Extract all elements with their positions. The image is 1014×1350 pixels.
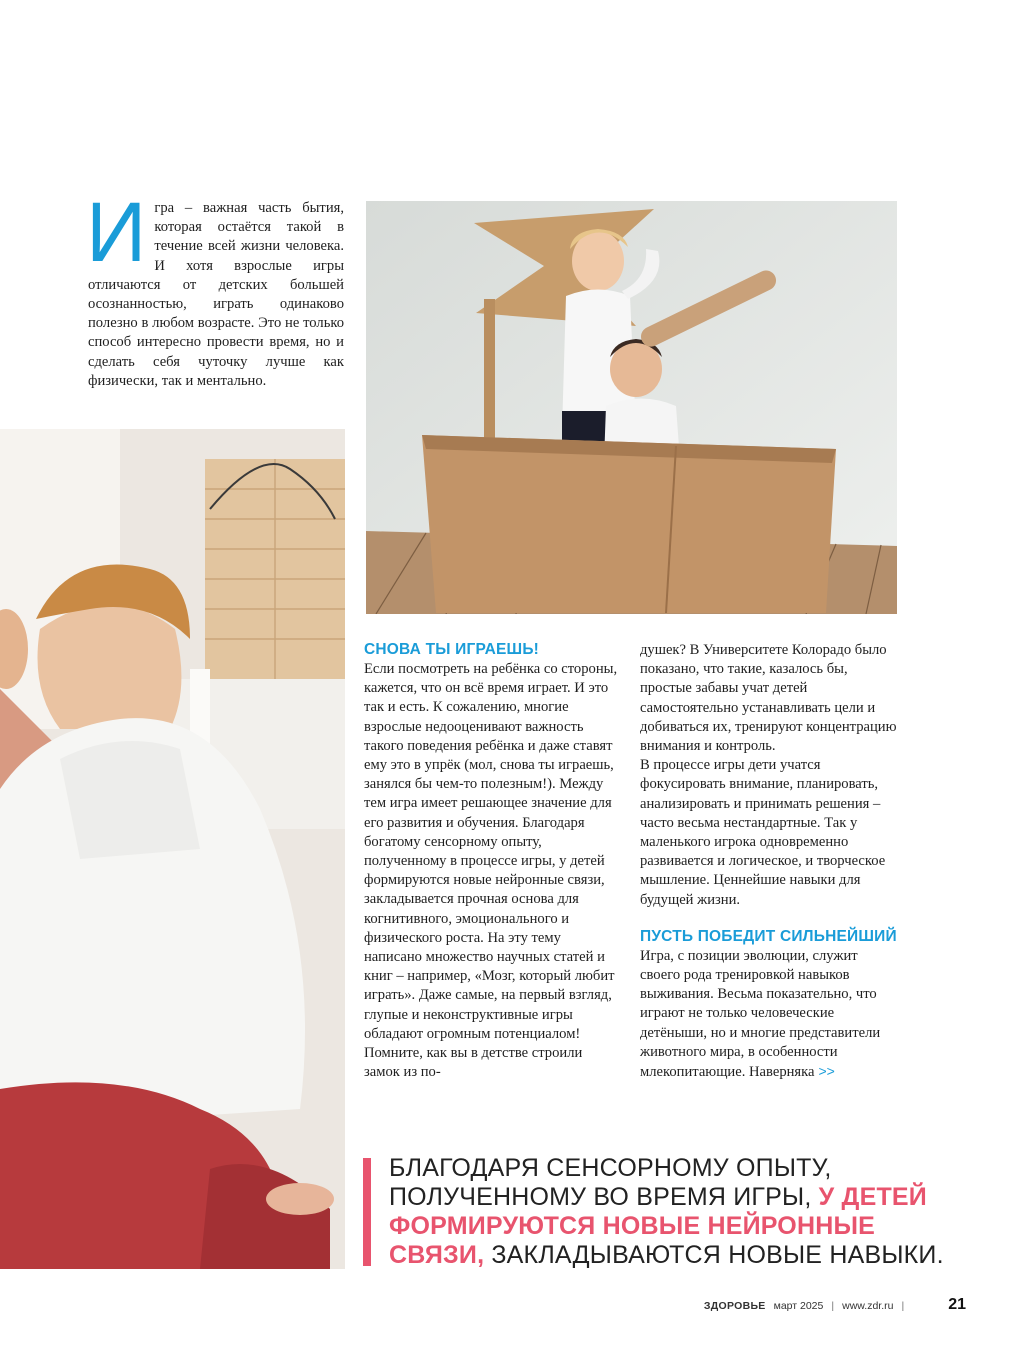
issue-date: март 2025	[773, 1300, 824, 1312]
section-1-text: Если посмотреть на ребёнка со стороны, кажется, что он всё время играет. И это так и есть. К сожалению, многие взрослые недооценивают важность такого поведения ребёнка и даже ставят ему это в упрёк (мол, снова ты играешь, занялся бы чем-то полезным!). Между тем игра имеет решающее значение для его развития и обучения. Благодаря богатому сенсорному опыту, полученному в процессе игры, у детей формируются новые нейронные связи, закладывается прочная основа для когнитивного, эмоционального и физического роста. На эту тему написано множество научных статей и книг – например, «Мозг, который любит играть». Даже самые, на первый взгляд, глупые и неконструктивные игры обладают огромным потенциалом! Помните, как вы в детстве строили замок из по-	[364, 661, 618, 1081]
continue-arrow-icon: >>	[818, 1063, 835, 1080]
section-1-continued-text: душек? В Университете Колорадо было показано, что такие, казалось бы, простые забавы учат детей самостоятельно устанавливать цели и добиваться их, тренируют концентрацию внимания и контроль.	[640, 642, 897, 755]
article-column-1	[364, 641, 620, 1082]
quote-part-2: ЗАКЛАДЫВАЮТСЯ НОВЫЕ НАВЫКИ.	[484, 1241, 944, 1269]
pull-quote	[363, 1154, 973, 1270]
page-number: 21	[948, 1296, 966, 1313]
quote-part-1: БЛАГОДАРЯ СЕНСОРНОМУ ОПЫТУ, ПОЛУЧЕННОМУ ВО ВРЕМЯ ИГРЫ,	[389, 1154, 832, 1211]
magazine-name: ЗДОРОВЬЕ	[703, 1300, 766, 1312]
page-footer: ЗДОРОВЬЕ март 2025 | www.zdr.ru | 21	[703, 1296, 966, 1313]
website: www.zdr.ru	[842, 1300, 894, 1312]
article-column-2	[640, 641, 898, 1082]
intro-text: гра – важная часть бытия, которая остаётся такой в течение всей жизни человека. И хотя взрослые игры отличаются от детских большей осознанностью, играть одинаково полезно в любом возрасте. Это не только способ интересно провести время, но и сделать себя чуточку лучше как физически, так и ментально.	[88, 200, 344, 389]
quote-accent-bar	[363, 1158, 371, 1266]
quote-highlight: У ДЕТЕЙ ФОРМИРУЮТСЯ НОВЫЕ НЕЙРОННЫЕ СВЯЗИ,	[389, 1183, 927, 1269]
drop-cap: И	[86, 185, 147, 279]
intro-paragraph	[86, 185, 344, 391]
section-2-text: Игра, с позиции эволюции, служит своего рода тренировкой навыков выживания. Весьма показательно, что играют не только человеческие детёныши, но и многие представители животного мира, в особенности млекопитающие. Наверняка	[640, 947, 881, 1081]
section-1-paragraph-2: В процессе игры дети учатся фокусировать внимание, планировать, анализировать и принимать решения – часто весьма нестандартные. Так у маленького игрока одновременно развивается и логическое, и творческое мышление. Ценнейшие навыки для будущей жизни.	[640, 757, 886, 908]
section-heading-2: ПУСТЬ ПОБЕДИТ СИЛЬНЕЙШИЙ	[640, 927, 897, 945]
photo-teen-boy	[0, 429, 345, 1269]
section-heading-1: СНОВА ТЫ ИГРАЕШЬ!	[364, 641, 540, 658]
photo-kids-cardboard-boat	[366, 201, 897, 614]
